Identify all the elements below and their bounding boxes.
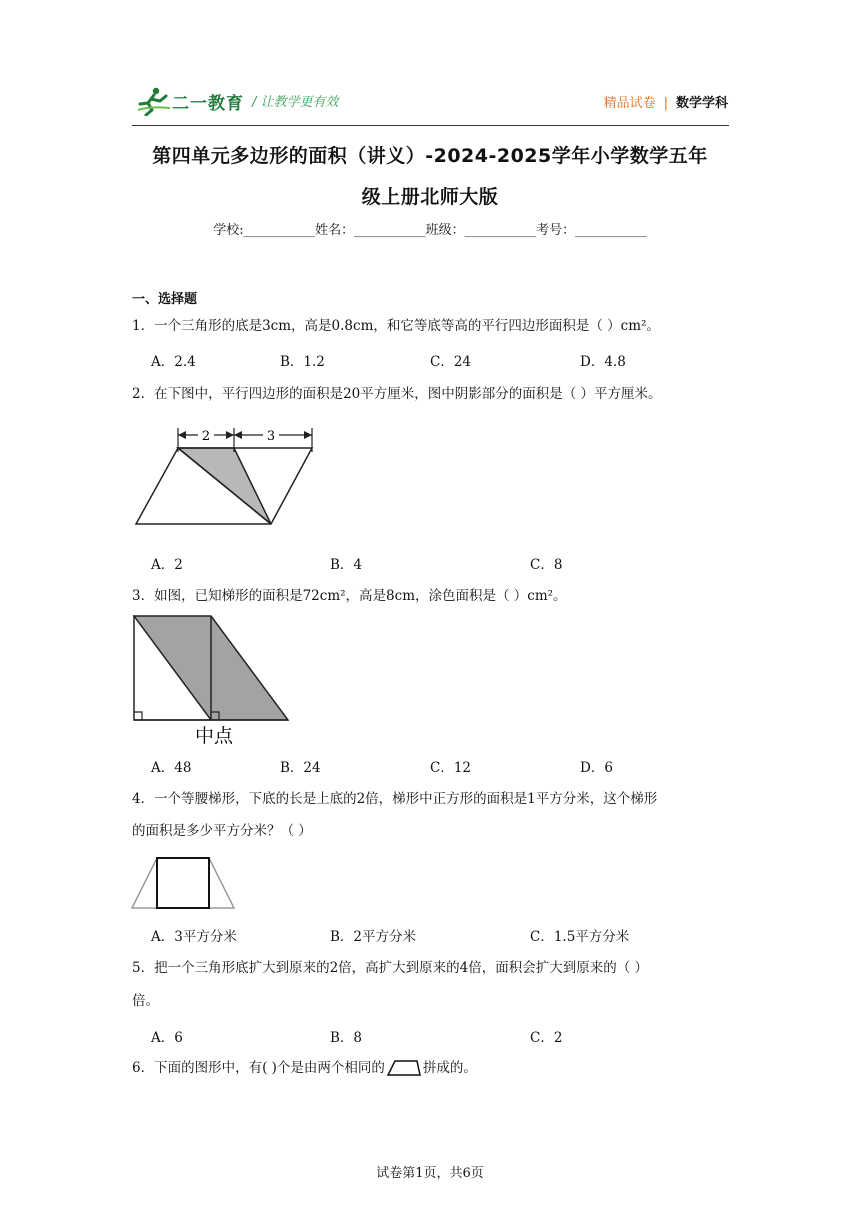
question-4-stem-line2: 的面积是多少平方分米？（ ）: [132, 823, 312, 839]
question-2-stem: 2．在下图中，平行四边形的面积是20平方厘米，图中阴影部分的面积是（ ）平方厘米。: [132, 386, 662, 402]
parallelogram-figure: [130, 422, 320, 532]
q2-option-c[interactable]: C．8: [530, 557, 563, 573]
q4-option-a[interactable]: A．3平方分米: [151, 929, 237, 945]
q2-option-a[interactable]: A．2: [151, 557, 183, 573]
q5-option-a[interactable]: A．6: [151, 1030, 183, 1046]
slogan: / 让教学更有效: [252, 95, 339, 110]
question-4-stem-line1: 4．一个等腰梯形，下底的长是上底的2倍，梯形中正方形的面积是1平方分米，这个梯形: [132, 791, 658, 807]
dimension-label-2: 2: [201, 429, 211, 444]
isosceles-trapezoid-figure: [128, 852, 238, 912]
q1-option-b[interactable]: B．1.2: [280, 354, 325, 370]
q5-option-b[interactable]: B．8: [330, 1030, 363, 1046]
midpoint-label: 中点: [194, 725, 234, 747]
question-5-stem-line2: 倍。: [132, 993, 159, 1009]
question-6-text-after: 拼成的。: [422, 1060, 477, 1076]
student-info-line: 学校:___________姓名：___________班级：___________考号：___________: [213, 223, 647, 238]
trapezoid-shape-icon: [387, 1059, 421, 1077]
q4-option-c[interactable]: C．1.5平方分米: [530, 929, 630, 945]
q3-option-d[interactable]: D．6: [580, 760, 613, 776]
q3-option-a[interactable]: A．48: [151, 760, 192, 776]
question-3-stem: 3．如图，已知梯形的面积是72cm²，高是8cm，涂色面积是（ ）cm²。: [132, 588, 567, 604]
header-separator: |: [663, 96, 668, 111]
dimension-label-3: 3: [266, 429, 276, 444]
logo-text: 二一教育: [172, 94, 244, 114]
page-title-line2: 级上册北师大版: [361, 186, 499, 208]
header-right: [604, 92, 728, 111]
trapezoid-figure: [128, 610, 298, 750]
page-title-line1: 第四单元多边形的面积（讲义）-2024-2025学年小学数学五年: [152, 145, 708, 167]
header-subject: 数学学科: [675, 96, 728, 111]
q5-option-c[interactable]: C．2: [530, 1030, 563, 1046]
logo-icon: [136, 86, 172, 116]
header-label: 精品试卷: [603, 96, 656, 111]
question-5-stem-line1: 5．把一个三角形底扩大到原来的2倍，高扩大到原来的4倍，面积会扩大到原来的（ ）: [132, 960, 649, 976]
q1-option-c[interactable]: C．24: [430, 354, 472, 370]
q4-option-b[interactable]: B．2平方分米: [330, 929, 417, 945]
page-footer: 试卷第1页，共6页: [376, 1166, 484, 1181]
q1-option-a[interactable]: A．2.4: [151, 354, 196, 370]
q3-option-c[interactable]: C．12: [430, 760, 472, 776]
q1-option-d[interactable]: D．4.8: [580, 354, 626, 370]
question-1-stem: 1．一个三角形的底是3cm，高是0.8cm，和它等底等高的平行四边形面积是（ ）cm²。: [132, 318, 660, 334]
q2-option-b[interactable]: B．4: [330, 557, 363, 573]
question-6-stem: [132, 1058, 477, 1078]
question-6-text-before: 6．下面的图形中，有( )个是由两个相同的: [132, 1060, 385, 1076]
header-divider: [132, 125, 729, 126]
q3-option-b[interactable]: B．24: [280, 760, 321, 776]
section-heading: 一、选择题: [132, 292, 198, 307]
